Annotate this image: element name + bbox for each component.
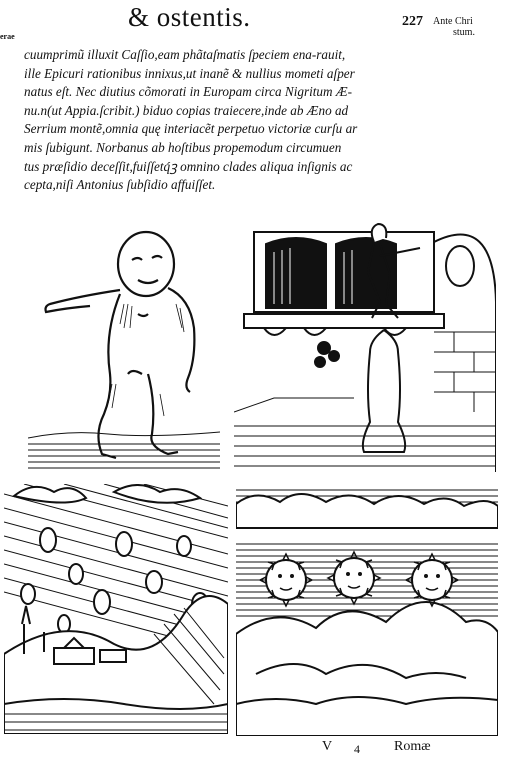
page-number: 227 (402, 14, 423, 29)
body-text (24, 46, 464, 195)
catchword: Romæ (394, 739, 431, 754)
woodcut-stone-rain-town (4, 484, 228, 734)
woodcut-monstrous-child (28, 224, 220, 470)
text-line: nu.n(ut Appia.ſcribit.) biduo copias traiecere,inde ab Æno ad (24, 102, 349, 118)
woodcut-statue-column (234, 222, 496, 472)
text-line: cepta,niſi Antonius ſubſidio affuiſſet. (24, 177, 216, 193)
text-line: mis ſubigunt. Norbanus ab hoſtibus propemodum circumuen (24, 139, 342, 155)
left-margin-fragment: erae (0, 32, 15, 41)
page-header-title: & ostentis. (128, 2, 251, 32)
text-line: ille Epicuri rationibus innixus,ut inanẽ & nullius mometi aſper (24, 65, 355, 81)
margin-note-line-2: stum. (453, 27, 475, 38)
text-line: tus præſidio deceſſit,fuiſſetq́ꝫ omnino clades aliqua inſignis ac (24, 158, 353, 174)
text-line: cuumprimũ illuxit Caſſio,eam phãtaſmatis ſpeciem ena-rauit, (24, 47, 346, 62)
margin-note (433, 16, 523, 38)
text-line: Serrium montẽ,omnia quę interiacẽt perpetuo victoriæ curſu ar (24, 121, 358, 137)
signature-mark: V (322, 739, 333, 754)
signature-number: 4 (354, 742, 360, 756)
margin-note-line-1: Ante Chri (433, 16, 473, 27)
text-line: natus eſt. Nec diutius cõmorati in Europam circa Nigritum Æ- (24, 84, 352, 100)
woodcut-three-suns (236, 484, 498, 736)
